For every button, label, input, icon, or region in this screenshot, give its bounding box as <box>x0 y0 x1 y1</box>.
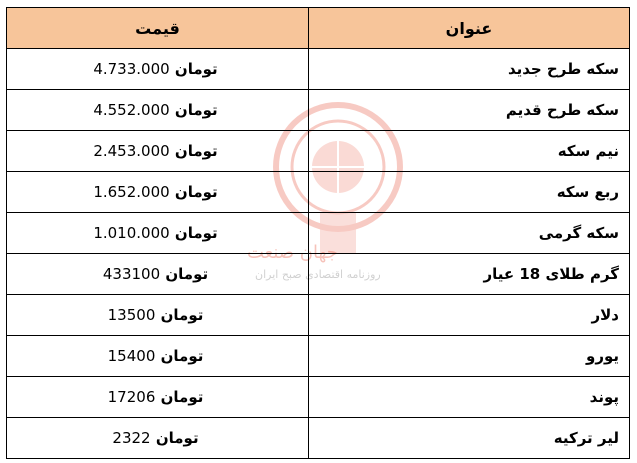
table-row <box>7 49 630 90</box>
price-table <box>6 7 630 459</box>
price-value: 2322 <box>112 429 151 447</box>
header-row <box>7 8 630 49</box>
price-unit: تومان <box>174 101 218 119</box>
item-price-cell <box>7 336 309 377</box>
price-unit: تومان <box>174 60 218 78</box>
price-value: 13500 <box>107 306 156 324</box>
item-title: گرم طلای 18 عیار <box>309 254 630 295</box>
price-value: 2.453.000 <box>93 142 170 160</box>
price-value: 433100 <box>102 265 161 283</box>
item-price-cell <box>7 254 309 295</box>
price-value: 4.733.000 <box>93 60 170 78</box>
price-value: 1.010.000 <box>93 224 170 242</box>
price-wrapper <box>108 347 208 365</box>
price-unit: تومان <box>174 183 218 201</box>
item-title: سکه طرح جدید <box>309 49 630 90</box>
table-row <box>7 213 630 254</box>
price-unit: تومان <box>174 224 218 242</box>
item-price-cell <box>7 418 309 459</box>
price-wrapper <box>93 101 221 119</box>
table-row <box>7 295 630 336</box>
table-body <box>7 49 630 459</box>
item-title: یورو <box>309 336 630 377</box>
header-title: عنوان <box>309 8 630 49</box>
price-unit: تومان <box>155 429 199 447</box>
table-row <box>7 254 630 295</box>
table-row <box>7 377 630 418</box>
price-value: 17206 <box>107 388 156 406</box>
price-wrapper <box>112 429 202 447</box>
item-price-cell <box>7 213 309 254</box>
item-title: پوند <box>309 377 630 418</box>
item-price-cell <box>7 172 309 213</box>
price-unit: تومان <box>160 388 204 406</box>
item-title: نیم سکه <box>309 131 630 172</box>
price-value: 4.552.000 <box>93 101 170 119</box>
item-price-cell <box>7 377 309 418</box>
watermark-subtext: روزنامه اقتصادی صبح ایران <box>255 268 381 281</box>
item-price-cell <box>7 90 309 131</box>
item-title: لیر ترکیه <box>309 418 630 459</box>
table-row <box>7 90 630 131</box>
price-unit: تومان <box>160 347 204 365</box>
header-price: قیمت <box>7 8 309 49</box>
watermark-text: جهان صنعت <box>247 242 338 263</box>
price-unit: تومان <box>174 142 218 160</box>
item-title: سکه گرمی <box>309 213 630 254</box>
price-value: 15400 <box>107 347 156 365</box>
table-row <box>7 336 630 377</box>
price-wrapper <box>103 265 212 283</box>
table-row <box>7 418 630 459</box>
item-title: ربع سکه <box>309 172 630 213</box>
item-price-cell <box>7 295 309 336</box>
price-wrapper <box>93 60 221 78</box>
price-wrapper <box>93 224 221 242</box>
price-unit: تومان <box>165 265 209 283</box>
table-row <box>7 172 630 213</box>
price-wrapper <box>108 388 208 406</box>
item-title: دلار <box>309 295 630 336</box>
price-wrapper <box>108 306 208 324</box>
price-wrapper <box>93 142 221 160</box>
price-value: 1.652.000 <box>93 183 170 201</box>
price-unit: تومان <box>160 306 204 324</box>
item-price-cell <box>7 131 309 172</box>
item-title: سکه طرح قدیم <box>309 90 630 131</box>
table-row <box>7 131 630 172</box>
item-price-cell <box>7 49 309 90</box>
price-wrapper <box>93 183 221 201</box>
